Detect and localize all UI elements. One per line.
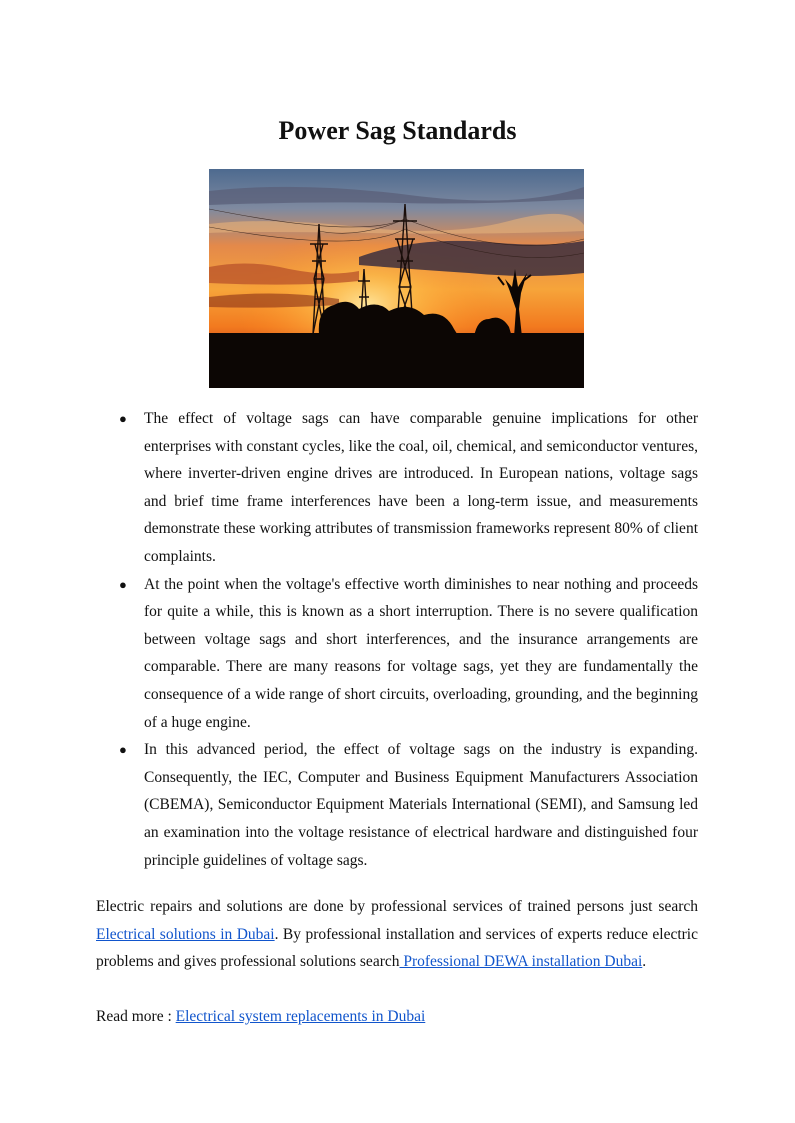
dewa-installation-link[interactable]: Professional DEWA installation Dubai	[399, 953, 643, 971]
read-more-label: Read more :	[96, 1008, 176, 1025]
bullet-icon: ●	[119, 411, 127, 426]
page-title: Power Sag Standards	[278, 116, 517, 145]
paragraph-text: Electric repairs and solutions are done by professional services of trained persons just search	[96, 898, 698, 915]
list-item	[116, 736, 698, 874]
bullet-list	[116, 405, 698, 874]
list-item	[116, 405, 698, 571]
read-more-line	[96, 1003, 698, 1031]
bullet-icon: ●	[119, 576, 127, 592]
list-item	[116, 571, 698, 737]
list-item-text: In this advanced period, the effect of voltage sags on the industry is expanding. Consequently, the IEC, Computer and Business Equipment Manufacturers Association (CBEMA), Semiconductor Equipment Materials International (SEMI), and Samsung led an examination into the voltage resistance of electrical hardware and distinguished four principle guidelines of voltage sags.	[144, 741, 698, 869]
bullet-icon: ●	[119, 742, 127, 758]
paragraph-text: .	[642, 953, 647, 971]
list-item-text: At the point when the voltage's effective worth diminishes to near nothing and proceeds for quite a while, this is known as a short interruption. There is no severe qualification between voltage sags and short interferences, and the insurance arrangements are comparable. There are many reasons for voltage sags, yet they are fundamentally the consequence of a wide range of short circuits, overloading, grounding, and the beginning of a huge engine.	[144, 575, 698, 731]
list-item-text: The effect of voltage sags can have comparable genuine implications for other enterprises with constant cycles, like the coal, oil, chemical, and semiconductor ventures, where inverter-driven engine drives are introduced. In European nations, voltage sags and brief time frame interferences have been a long-term issue, and measurements demonstrate these working attributes of transmission frameworks represent 80% of client complaints.	[144, 410, 698, 565]
paragraph-text: . By professional installation and services of experts reduce electric problems and gives professional solutions search	[96, 925, 698, 971]
electrical-solutions-link[interactable]: Electrical solutions in Dubai	[96, 925, 275, 943]
electrical-replacements-link[interactable]: Electrical system replacements in Dubai	[175, 1008, 426, 1025]
promo-paragraph	[96, 893, 698, 976]
sunset-power-lines-image	[209, 169, 584, 388]
